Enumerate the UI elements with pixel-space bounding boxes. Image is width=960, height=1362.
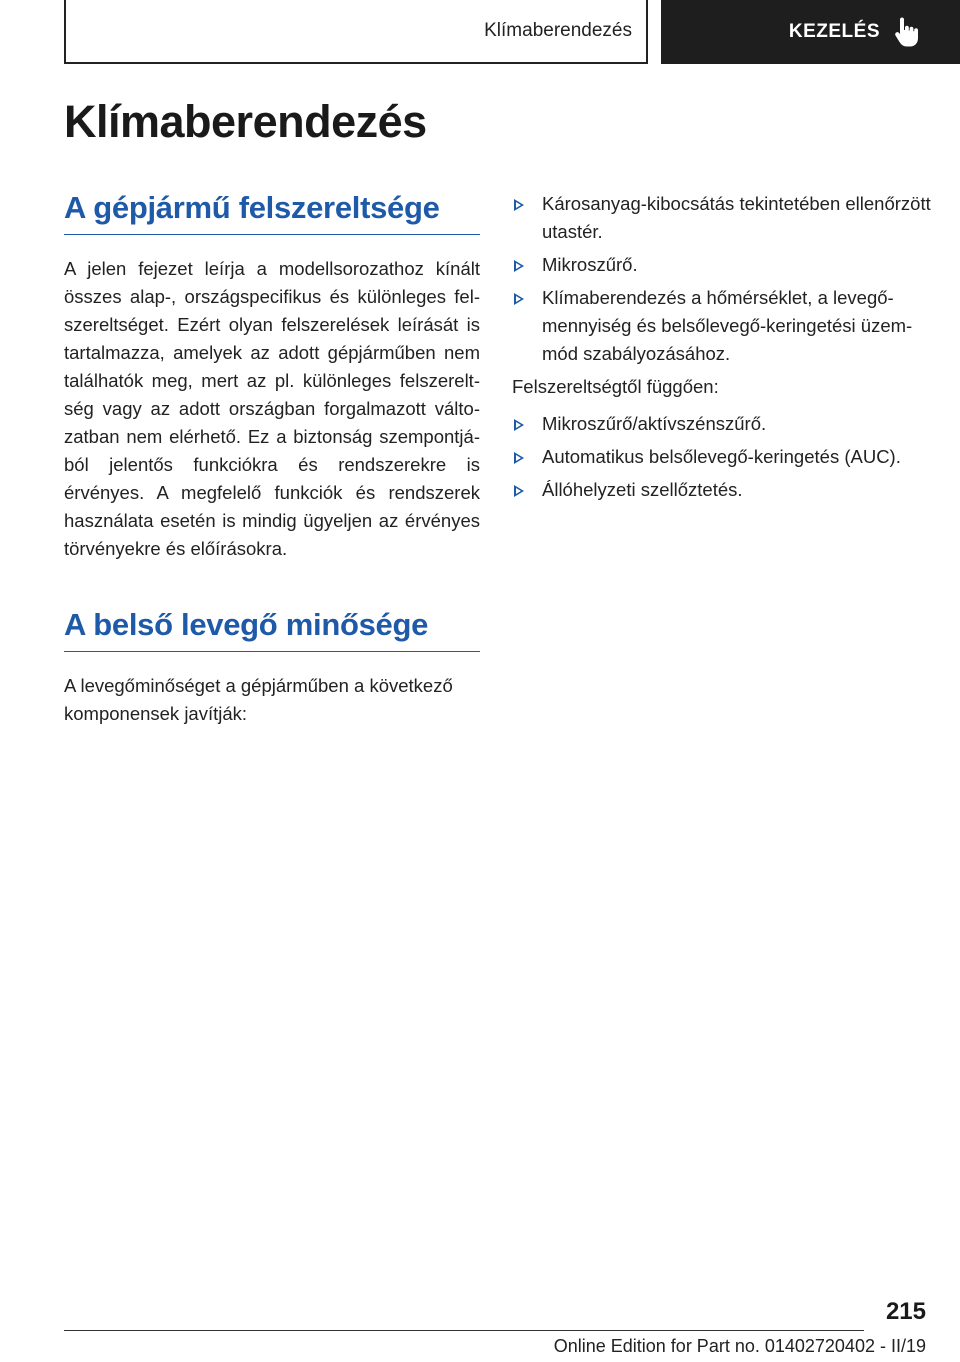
footer-edition-note: Online Edition for Part no. 01402720402 - II/19 (553, 1336, 926, 1356)
equipment-dependent-intro: Felszereltségtől függően: (512, 376, 719, 397)
section-interior-air-quality (64, 607, 480, 728)
bullet-triangle-icon (514, 419, 524, 431)
pointing-hand-icon (894, 17, 922, 47)
bullet-triangle-icon (514, 452, 524, 464)
footer-divider (64, 1330, 864, 1331)
page-title: Klímaberendezés (64, 96, 427, 147)
header-chapter-label: KEZELÉS (788, 21, 880, 42)
section-heading: A gépjármű felszereltsége (64, 190, 480, 235)
list-item: Állóhelyzeti szellőztetés. (512, 476, 932, 504)
list-item: Klímaberendezés a hőmérséklet, a levegőmennyiség és belsőlevegő-keringetési üzemmód szabályozásához. (512, 284, 932, 368)
section-paragraph: A jelen fejezet leírja a modellsorozathoz kínált összes alap-, országspecifikus és különleges felszereltséget. Ezért olyan felszerelések leírását is tartalmazza, amelyek az adott gépjárműben nem találhatók meg, mert az pl. különleges felszereltség vagy az adott országban forgalmazott változatban nem elérhető. Ez a biztonság szempontjából jelentős funkciókra és rendszerekre is érvényes. A megfelelő funkciók és rendszerek használata esetén is mindig ügyeljen az érvényes törvényekre és előírásokra. (64, 258, 480, 559)
section-heading: A belső levegő minősége (64, 607, 480, 652)
list-item: Automatikus belsőlevegő-keringetés (AUC). (512, 443, 932, 471)
left-column (64, 190, 480, 728)
bullet-triangle-icon (514, 260, 524, 272)
list-item: Károsanyag-kibocsátás tekintetében ellenőrzött utastér. (512, 190, 932, 246)
components-list (512, 190, 932, 368)
optional-components-list (512, 410, 932, 504)
right-column (512, 190, 932, 509)
section-vehicle-equipment (64, 190, 480, 563)
page-number: 215 (885, 1298, 926, 1325)
bullet-triangle-icon (514, 293, 524, 305)
header-section-title: Klímaberendezés (484, 20, 632, 41)
section-paragraph: A levegőminőséget a gépjárműben a következő komponensek javítják: (64, 675, 453, 724)
header-chapter-tab[interactable] (661, 0, 960, 64)
bullet-triangle-icon (514, 199, 524, 211)
list-item: Mikroszűrő/aktívszénszűrő. (512, 410, 932, 438)
header-section-box (64, 0, 648, 64)
list-item: Mikroszűrő. (512, 251, 932, 279)
bullet-triangle-icon (514, 485, 524, 497)
